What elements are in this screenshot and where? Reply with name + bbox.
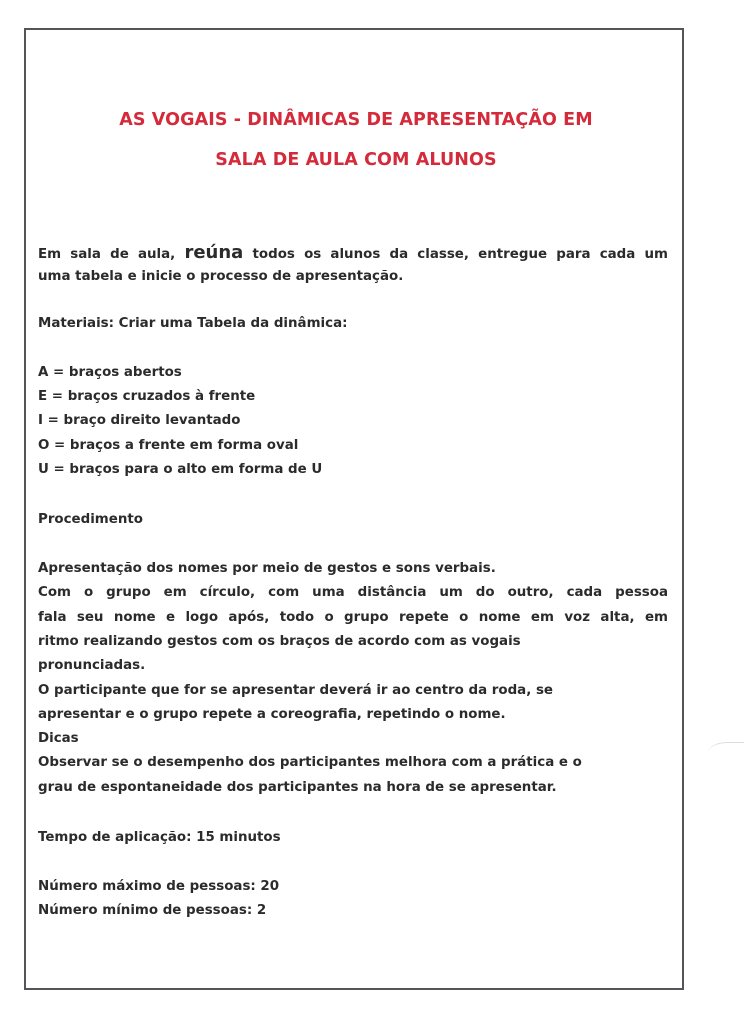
document-page — [24, 28, 684, 990]
procedure-line: fala seu nome e logo após, todo o grupo repete o nome em voz alta, em — [38, 610, 668, 625]
tips-line: grau de espontaneidade dos participantes na hora de se apresentar. — [38, 780, 557, 795]
intro-text-start: Em sala de aula, — [38, 247, 185, 262]
vowel-item-o: O = braços a frente em forma oval — [38, 438, 299, 453]
vowel-item-a: A = braços abertos — [38, 365, 182, 380]
procedure-line: O participante que for se apresentar deverá ir ao centro da roda, se — [38, 683, 554, 698]
procedure-line: Com o grupo em círculo, com uma distância um do outro, cada pessoa — [38, 585, 668, 600]
intro-emphasis-word: reúna — [184, 242, 244, 263]
procedure-line: ritmo realizando gestos com os braços de acordo com as vogais — [38, 634, 521, 649]
vowel-item-i: I = braço direito levantado — [38, 413, 241, 428]
scan-artifact — [708, 742, 744, 763]
procedure-line: pronunciadas. — [38, 658, 146, 673]
procedure-heading: Procedimento — [38, 512, 143, 527]
document-title-line-2: SALA DE AULA COM ALUNOS — [215, 150, 497, 170]
procedure-line: apresentar e o grupo repete a coreografia, repetindo o nome. — [38, 707, 506, 722]
procedure-line: Apresentação dos nomes por meio de gestos e sons verbais. — [38, 561, 496, 576]
materials-heading: Materiais: Criar uma Tabela da dinâmica: — [38, 316, 348, 331]
intro-paragraph-line-1 — [38, 242, 668, 263]
min-people: Número mínimo de pessoas: 2 — [38, 903, 267, 918]
tips-line: Observar se o desempenho dos participantes melhora com a prática e o — [38, 755, 582, 770]
vowel-item-e: E = braços cruzados à frente — [38, 389, 256, 404]
intro-text-end: todos os alunos da classe, entregue para cada um — [243, 247, 668, 262]
tips-heading: Dicas — [38, 731, 79, 746]
document-title-line-1: AS VOGAIS - DINÂMICAS DE APRESENTAÇÃO EM — [119, 110, 593, 130]
max-people: Número máximo de pessoas: 20 — [38, 879, 280, 894]
intro-paragraph-line-2: uma tabela e inicie o processo de apresentação. — [38, 269, 404, 284]
application-time: Tempo de aplicação: 15 minutos — [38, 830, 281, 845]
vowel-item-u: U = braços para o alto em forma de U — [38, 462, 323, 477]
